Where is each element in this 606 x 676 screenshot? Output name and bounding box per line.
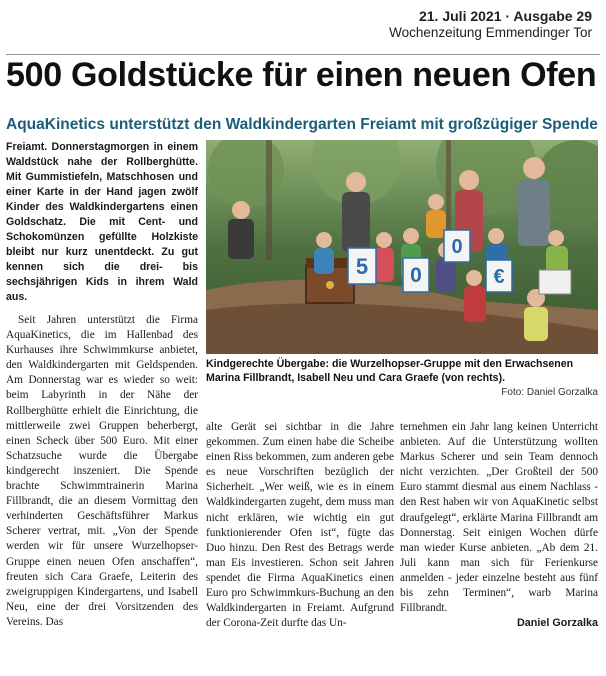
sign-2 [403, 258, 429, 292]
svg-text:0: 0 [451, 236, 463, 258]
article-photo [206, 140, 598, 354]
masthead-rule [6, 54, 600, 55]
column-1-text: Seit Jahren unterstützt die Firma AquaKinetics, die im Hallenbad des Kurhauses ihre Schwimmkurse anbietet, den Waldkindergarten mit Geldspenden. Am Donnerstag war es wieder so weit: beim Labyrinth in der Nähe der Rollberghütte erhielt die Einrichtung, die mittlerweile zwei Gruppen beherbergt, einen Scheck über 500 Euro. Mit einer Schatzsuche wurde die Übergabe kindgerecht inszeniert. Die Spende brachte Schwimmtrainerin Marina Fillbrandt, die an diesem Vormittag den verhinderten Geschäftsführer Markus Scherer vertrat, mit. „Von der Spende werden wir für unsere Wurzelhopser-Gruppe einen neuen Ofen anschaffen“, freuten sich Cara Graefe, Leiterin des zweigruppigen Kindergartens, und Isabell Neu, eine der drei Vorsitzenden des Vereins. Das [6, 314, 198, 628]
sign-4 [486, 260, 512, 292]
svg-text:€: € [493, 266, 505, 288]
lead-text: Freiamt. Donnerstagmorgen in einem Waldstück nahe der Rollberghütte. Mit Gummistiefeln, Matschhosen und einer Karte in der Hand jagen zwölf Kinder des Waldkindergartens einen Goldschatz. Die mit Cent- und Schokomünzen gefüllte Holzkiste bleibt nur kurz unentdeckt. Zu gut kennen sich die drei- bis sechsjährigen Kids in ihrem Wald aus. [6, 141, 198, 303]
column-3-text: ternehmen ein Jahr lang keinen Unterricht anbieten. Auf die Unterstützung wollten Markus Scherer und sein Team dennoch nicht verzichten. „Der Großteil der 500 Euro stammt diesmal aus einem Nachlass - den Rest haben wir von AquaKinetic selbst draufgelegt“, erklärte Marina Fillbrandt am Donnerstag. Seit einigen Wochen dürfe man wieder Kurse anbieten. „Ab dem 21. Juli kann man sich für Ferienkurse anmelden - jeder einzelne besteht aus fünf bis zehn Terminen“, warb Marina Fillbrandt. [400, 421, 598, 615]
column-1 [6, 313, 198, 630]
photo-credit: Foto: Daniel Gorzalka [501, 387, 598, 398]
newspaper-name: Wochenzeitung Emmendinger Tor [389, 25, 592, 40]
column-3 [400, 420, 598, 631]
svg-text:5: 5 [355, 254, 369, 279]
photo-caption: Kindgerechte Übergabe: die Wurzelhopser-Gruppe mit den Erwachsenen Marina Fillbrandt, Isabell Neu und Cara Graefe (von rechts). [206, 358, 574, 384]
svg-text:0: 0 [410, 264, 422, 287]
column-2-text: alte Gerät sei sichtbar in die Jahre gekommen. Zum einen habe die Scheibe einen Riss bekommen, zum anderen gebe es neue Vorschriften bezüglich der Sicherheit. „Wer weiß, wie es in einem Waldkindergarten zugeht, dem muss man nicht erklären, wie wichtig ein gut funktionierender Ofen ist“, fügte das Duo hinzu. Den Rest des Betrags werde man Eis investieren. Schon seit Jahren spendet die Firma AquaKinetics einen Euro pro Schwimmkurs-Buchung an den Waldkindergarten in Freiamt. Aufgrund der Corona-Zeit durfte das Un- [206, 421, 394, 630]
masthead [389, 8, 592, 40]
forest-photo-illustration [206, 140, 598, 354]
headline: 500 Goldstücke für einen neuen Ofen [6, 56, 597, 94]
column-2 [206, 420, 394, 631]
subheadline: AquaKinetics unterstützt den Waldkindergarten Freiamt mit großzügiger Spende [6, 116, 598, 133]
sign-1 [348, 248, 376, 284]
issue-date: 21. Juli 2021 · Ausgabe 29 [418, 8, 592, 24]
lead-paragraph [6, 140, 198, 305]
author-byline: Daniel Gorzalka [516, 617, 598, 630]
sign-3 [444, 230, 470, 262]
